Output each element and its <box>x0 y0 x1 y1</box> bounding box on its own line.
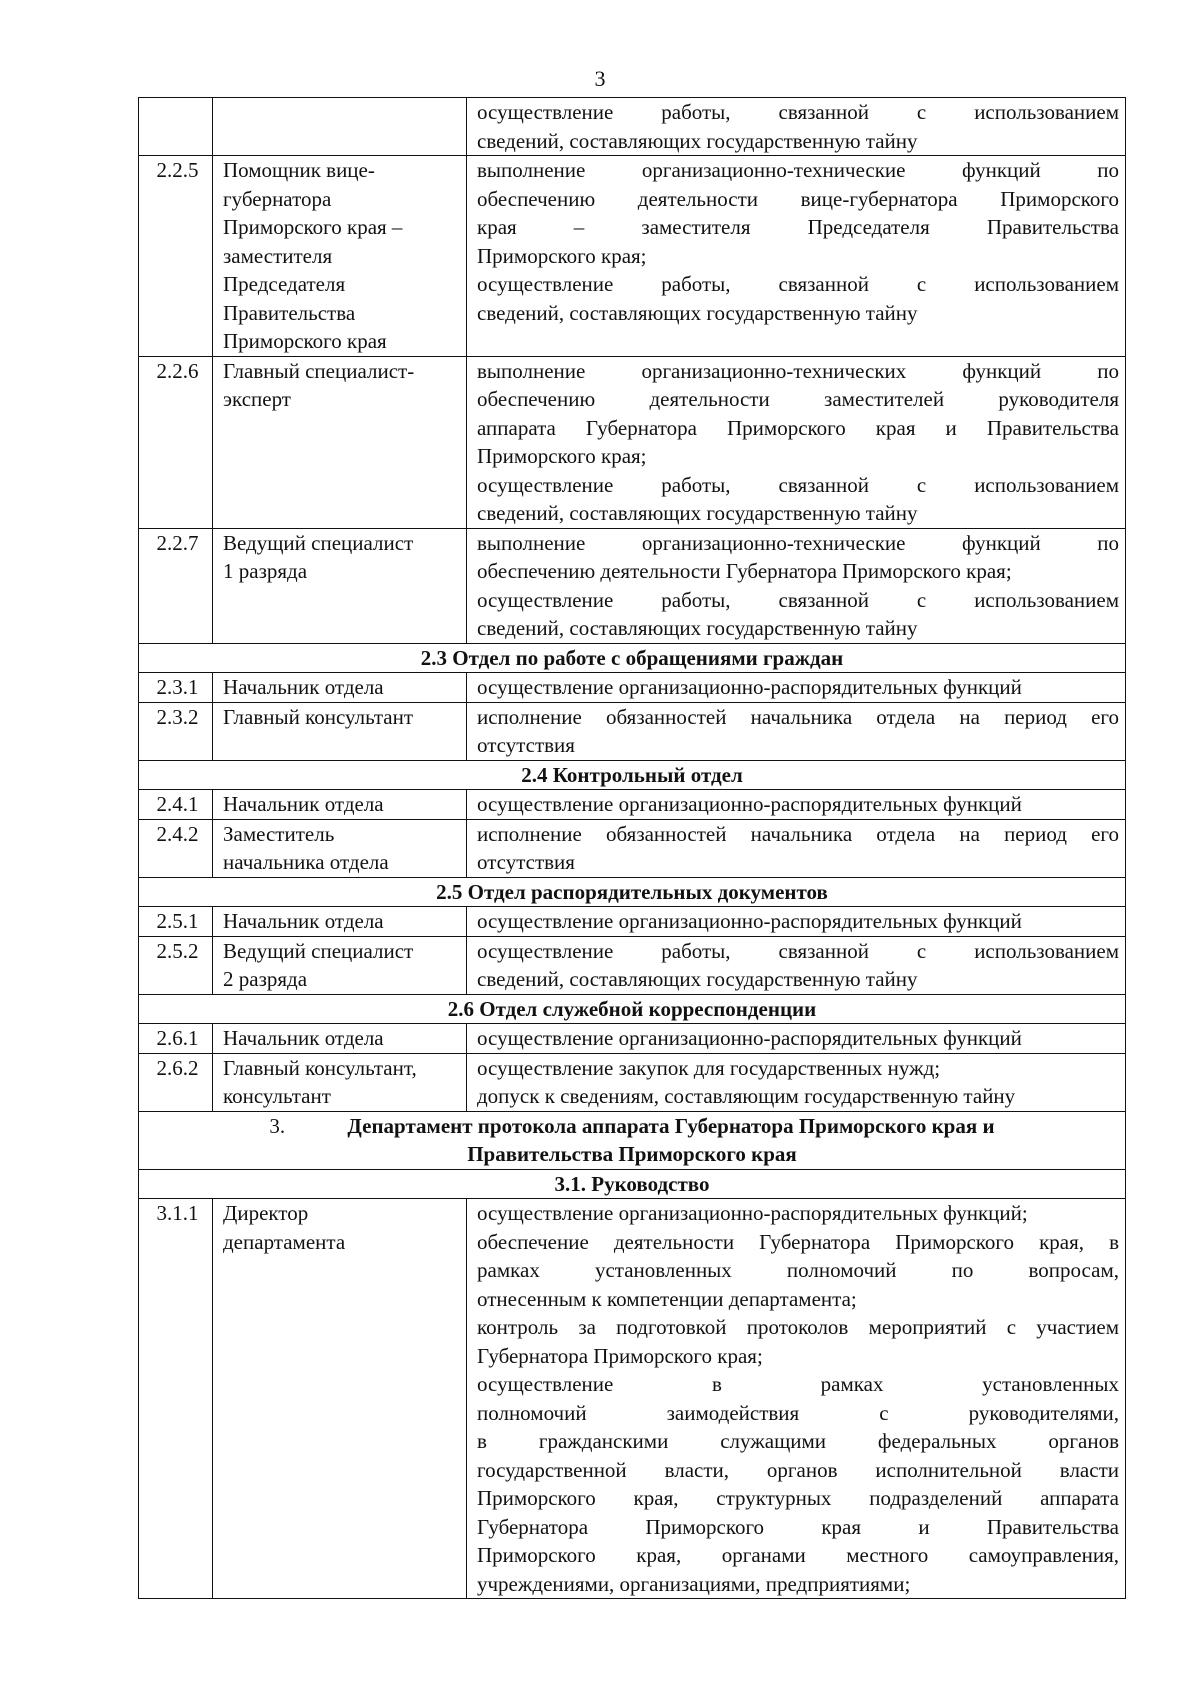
section-title: 2.4 Контрольный отдел <box>139 760 1126 790</box>
duty-line: рамках установленных полномочий по вопросам, <box>477 1258 1119 1282</box>
positions-table <box>138 97 1126 1599</box>
row-number: 2.4.1 <box>139 790 213 820</box>
duty-line: осуществление закупок для государственных нужд; <box>477 1055 941 1080</box>
duty-line: отсутствия <box>477 850 575 874</box>
duties-cell <box>467 156 1126 357</box>
duty-line: осуществление организационно-распорядительных функций <box>477 909 1022 933</box>
section-header-row <box>139 1169 1126 1199</box>
duties-cell <box>467 1199 1126 1599</box>
duties-cell <box>467 1053 1126 1111</box>
department-number: 3. <box>269 1113 286 1138</box>
row-number: 2.5.2 <box>139 936 213 994</box>
position-title <box>213 98 467 156</box>
table-row <box>139 907 1126 937</box>
row-number: 2.6.2 <box>139 1053 213 1111</box>
page-number: 3 <box>594 66 606 91</box>
duties-cell <box>467 1024 1126 1054</box>
section-title: 3.1. Руководство <box>139 1169 1126 1199</box>
duty-line: обеспечению деятельности заместителей руководителя <box>477 387 1119 411</box>
row-number: 2.6.1 <box>139 1024 213 1054</box>
position-title: Помощник вице- губернатора Приморского края – заместителя Председателя Правительства Приморского края <box>213 156 467 357</box>
row-number: 2.2.6 <box>139 356 213 528</box>
duties-cell <box>467 673 1126 703</box>
table-row <box>139 819 1126 877</box>
table-row <box>139 702 1126 760</box>
duties-cell <box>467 356 1126 528</box>
duties-cell <box>467 98 1126 156</box>
duty-line: сведений, составляющих государственную тайну <box>477 128 918 153</box>
duty-line: осуществление организационно-распорядительных функций <box>477 1026 1022 1050</box>
duty-line: осуществление в рамках установленных <box>477 1372 1119 1396</box>
table-row <box>139 528 1126 643</box>
department-title <box>139 1111 1126 1169</box>
table-row <box>139 356 1126 528</box>
row-number <box>139 98 213 156</box>
duties-cell <box>467 819 1126 877</box>
duty-line: аппарата Губернатора Приморского края и Правительства <box>477 415 1119 440</box>
row-number: 2.2.7 <box>139 528 213 643</box>
duty-line: сведений, составляющих государственную тайну <box>477 967 918 991</box>
duty-line: обеспечению деятельности вице-губернатора Приморского <box>477 186 1119 211</box>
duty-line: Губернатора Приморского края и Правительства <box>477 1514 1119 1539</box>
row-number: 3.1.1 <box>139 1199 213 1599</box>
duty-line: отнесенным к компетенции департамента; <box>477 1286 857 1311</box>
section-title: 2.3 Отдел по работе с обращениями граждан <box>139 643 1126 673</box>
section-title: 2.6 Отдел служебной корреспонденции <box>139 994 1126 1024</box>
duty-line: Приморского края; <box>477 243 647 268</box>
duty-line: сведений, составляющих государственную тайну <box>477 300 918 325</box>
position-title: Главный консультант, консультант <box>213 1053 467 1111</box>
table-row <box>139 673 1126 703</box>
duty-line: осуществление работы, связанной с использованием <box>477 587 1119 612</box>
duty-line: исполнение обязанностей начальника отдела на период его <box>477 821 1119 846</box>
duty-line: обеспечение деятельности Губернатора Приморского края, в <box>477 1229 1119 1254</box>
row-number: 2.5.1 <box>139 907 213 937</box>
section-header-row <box>139 760 1126 790</box>
table-row <box>139 156 1126 357</box>
position-title: Заместитель начальника отдела <box>213 819 467 877</box>
duty-line: выполнение организационно-технических функций по <box>477 358 1119 383</box>
table-row <box>139 1053 1126 1111</box>
duty-line: осуществление организационно-распорядительных функций <box>477 792 1022 816</box>
section-header-row <box>139 643 1126 673</box>
position-title: Главный специалист- эксперт <box>213 356 467 528</box>
duty-line: в гражданскими служащими федеральных органов <box>477 1429 1119 1453</box>
duty-line: допуск к сведениям, составляющим государственную тайну <box>477 1084 1016 1108</box>
duty-line: Приморского края; <box>477 444 647 468</box>
position-title: Ведущий специалист 2 разряда <box>213 936 467 994</box>
duty-line: выполнение организационно-технические функций по <box>477 158 1119 182</box>
table-row <box>139 1024 1126 1054</box>
duties-cell <box>467 907 1126 937</box>
department-title-line1: Департамент протокола аппарата Губернатора Приморского края и <box>347 1113 995 1138</box>
duty-line: осуществление организационно-распорядительных функций; <box>477 1201 1028 1225</box>
table-row <box>139 936 1126 994</box>
position-title: Начальник отдела <box>213 673 467 703</box>
department-title-line2: Правительства Приморского края <box>467 1142 797 1166</box>
duties-cell <box>467 528 1126 643</box>
position-title: Начальник отдела <box>213 1024 467 1054</box>
duty-line: Губернатора Приморского края; <box>477 1343 763 1368</box>
duty-line: контроль за подготовкой протоколов мероприятий с участием <box>477 1315 1119 1339</box>
duty-line: осуществление работы, связанной с использованием <box>477 100 1119 124</box>
table-row <box>139 98 1126 156</box>
row-number: 2.4.2 <box>139 819 213 877</box>
duty-line: сведений, составляющих государственную тайну <box>477 616 918 640</box>
duty-line: полномочий заимодействия с руководителями, <box>477 1400 1119 1425</box>
table-row <box>139 1199 1126 1599</box>
duty-line: края – заместителя Председателя Правительства <box>477 215 1119 239</box>
department-header-row <box>139 1111 1126 1169</box>
duty-line: Приморского края, органами местного самоуправления, <box>477 1543 1119 1567</box>
duty-line: отсутствия <box>477 733 575 757</box>
duty-line: исполнение обязанностей начальника отдела на период его <box>477 704 1119 729</box>
duty-line: осуществление работы, связанной с использованием <box>477 272 1119 296</box>
table-row <box>139 790 1126 820</box>
duty-line: учреждениями, организациями, предприятиями; <box>477 1571 911 1596</box>
position-title: Начальник отдела <box>213 790 467 820</box>
section-header-row <box>139 994 1126 1024</box>
duty-line: сведений, составляющих государственную тайну <box>477 501 918 525</box>
duty-line: государственной власти, органов исполнительной власти <box>477 1457 1119 1482</box>
position-title: Главный консультант <box>213 702 467 760</box>
position-title: Директор департамента <box>213 1199 467 1599</box>
duty-line: выполнение организационно-технические функций по <box>477 530 1119 555</box>
duty-line: Приморского края, структурных подразделений аппарата <box>477 1486 1119 1510</box>
section-header-row <box>139 877 1126 907</box>
duty-line: осуществление работы, связанной с использованием <box>477 938 1119 963</box>
position-title: Ведущий специалист 1 разряда <box>213 528 467 643</box>
section-title: 2.5 Отдел распорядительных документов <box>139 877 1126 907</box>
duty-line: осуществление организационно-распорядительных функций <box>477 675 1022 699</box>
duties-cell <box>467 702 1126 760</box>
position-title: Начальник отдела <box>213 907 467 937</box>
duties-cell <box>467 936 1126 994</box>
duty-line: обеспечению деятельности Губернатора Приморского края; <box>477 559 1012 583</box>
duty-line: осуществление работы, связанной с использованием <box>477 472 1119 497</box>
duties-cell <box>467 790 1126 820</box>
row-number: 2.2.5 <box>139 156 213 357</box>
row-number: 2.3.1 <box>139 673 213 703</box>
row-number: 2.3.2 <box>139 702 213 760</box>
